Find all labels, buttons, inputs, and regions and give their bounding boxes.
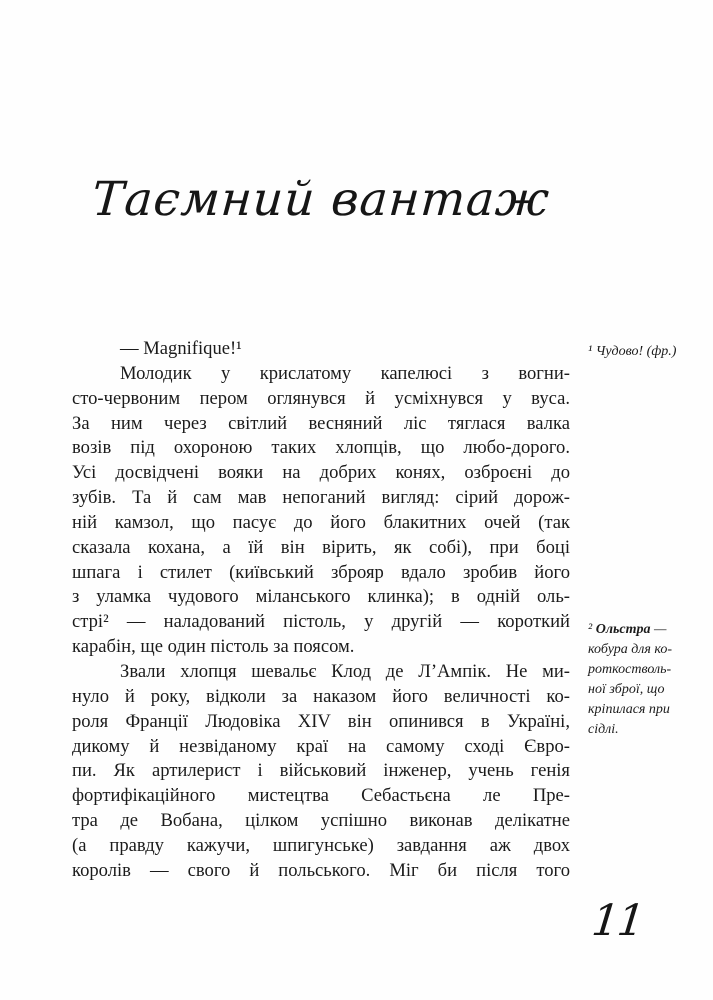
footnote-2 [588,620,708,740]
body-line: дикому й незвіданому краї на самому сході Євро- [72,735,570,757]
body-line: Звали хлопця шевальє Клод де Л’Ампік. Не ми- [120,660,570,682]
footnote-2-line: роткостволь- [588,662,672,677]
footnote-2-line [588,620,708,640]
body-line: ній камзол, що пасує до його блакитних очей (так [72,511,570,533]
body-line: фортифікаційного мистецтва Себастьєна ле Пре- [72,785,570,807]
body-line: нуло й року, відколи за наказом його величності ко- [72,685,570,707]
footnote-2-line: кобура для ко- [588,642,673,657]
body-line: Молодик у крислатому капелюсі з вогни- [120,362,570,384]
body-line: — Magnifique!¹ [120,338,242,359]
body-line: карабін, ще один пістоль за поясом. [72,636,355,658]
footnote-2-dash: — [654,622,667,637]
footnote-2-line: кріпилася при [588,702,670,717]
body-line: возів під охороною таких хлопців, що любо-дорого. [72,437,570,459]
body-line: королів — свого й польського. Міг би після того [72,859,570,881]
body-line: з уламка чудового міланського клинка); в одній оль- [72,586,570,608]
footnote-2-term: Ольстра [595,622,651,637]
footnote-2-line: сідлі. [588,722,619,737]
body-line: сказала кохана, а їй він вірить, як собі), при боці [72,536,570,558]
footnote-1 [588,342,708,362]
footnote-2-line: ної зброї, що [588,682,665,697]
footnote-1-marker: ¹ [588,344,593,359]
footnote-2-marker: ² [588,622,593,637]
body-line: стрі² — наладований пістоль, у другій — короткий [72,611,570,633]
body-line: Усі досвідчені вояки на добрих конях, озброєні до [72,462,570,484]
body-line: пи. Як артилерист і військовий інженер, учень генія [72,760,570,782]
body-line: шпага і стилет (київський зброяр вдало зробив його [72,561,570,583]
body-line: За ним через світлий весняний ліс тяглася валка [72,412,570,434]
body-line: роля Франції Людовіка XIV він опинився в Україні, [72,710,570,732]
body-line: сто-червоним пером оглянувся й усміхнувся у вуса. [72,387,570,409]
chapter-title: Таємний вантаж [90,172,552,227]
body-text [72,337,570,884]
body-line: тра де Вобана, цілком успішно виконав делікатне [72,810,570,832]
body-line: (а правду кажучи, шпигунське) завдання аж двох [72,834,570,856]
footnote-1-text: Чудово! (фр.) [595,344,677,359]
page-number: 11 [589,896,646,946]
body-line: зубів. Та й сам мав непоганий вигляд: сірий дорож- [72,487,570,509]
